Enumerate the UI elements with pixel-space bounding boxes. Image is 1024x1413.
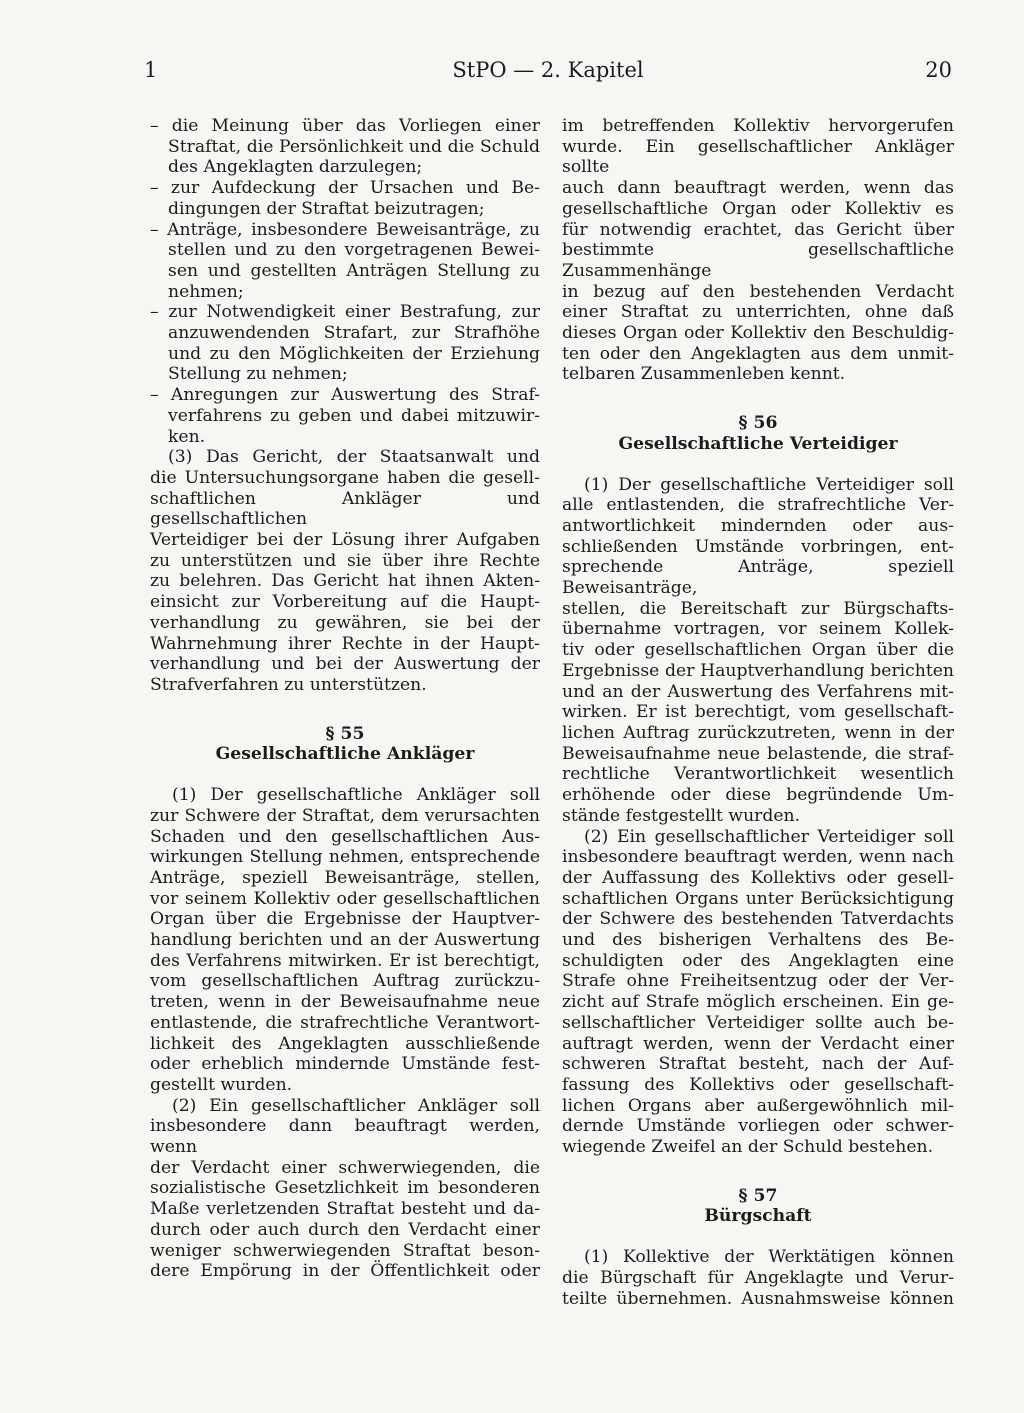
paragraph-line: zicht auf Strafe möglich erscheinen. Ein ge- [562, 992, 954, 1013]
paragraph-line: dere Empörung in der Öffentlichkeit oder [150, 1261, 540, 1282]
paragraph-line: Ergebnisse der Hauptverhandlung berichten [562, 660, 954, 681]
paragraph-line: Strafe ohne Freiheitsentzug oder der Ver- [562, 971, 954, 992]
list-line: sen und gestellten Anträgen Stellung zu [168, 260, 540, 281]
left-column [150, 116, 540, 1282]
paragraph-55-2 [150, 1096, 540, 1282]
paragraph-line: dieses Organ oder Kollektiv den Beschuldig- [562, 323, 954, 344]
page-header [144, 58, 952, 88]
paragraph-line: Organ über die Ergebnisse der Hauptver- [150, 909, 540, 930]
list-line: – Anträge, insbesondere Beweisanträge, zu [150, 219, 540, 240]
paragraph-line: lichen Organs aber außergewöhnlich mil- [562, 1095, 954, 1116]
list-line: – die Meinung über das Vorliegen einer [150, 116, 540, 136]
paragraph-line: verhandlung und bei der Auswertung der [150, 654, 540, 675]
paragraph-line: die Bürgschaft für Angeklagte und Verur- [562, 1267, 954, 1288]
header-title: StPO — 2. Kapitel [452, 58, 644, 82]
paragraph-line: rechtliche Verantwortlichkeit wesentlich [562, 764, 954, 785]
paragraph-line: erhöhende oder diese begründende Um- [562, 785, 954, 806]
paragraph-line: die Untersuchungsorgane haben die gesell- [150, 467, 540, 488]
participation-list [150, 116, 540, 447]
paragraph-line: sellschaftlicher Verteidiger sollte auch be- [562, 1012, 954, 1033]
paragraph-line: alle entlastenden, die strafrechtliche Ver- [562, 495, 954, 516]
list-line: – zur Aufdeckung der Ursachen und Be- [150, 178, 540, 199]
paragraph-line: vom gesellschaftlichen Auftrag zurückzu- [150, 971, 540, 992]
paragraph-line: (1) Kollektive der Werktätigen können [584, 1247, 954, 1268]
section-56-number: § 56 [738, 413, 778, 434]
paragraph-line: gestellt wurden. [150, 1074, 293, 1095]
paragraph-line: Wahrnehmung ihrer Rechte in der Haupt- [150, 633, 540, 654]
paragraph-line: schuldigten oder des Angeklagten eine [562, 950, 954, 971]
paragraph-line: wiegende Zweifel an der Schuld bestehen. [562, 1137, 934, 1158]
list-line: des Angeklagten darzulegen; [168, 157, 423, 178]
paragraph-line: zu belehren. Das Gericht hat ihnen Akten- [150, 571, 540, 592]
paragraph-line: vor seinem Kollektiv oder gesellschaftlichen [150, 888, 540, 909]
paragraph-line: auftragt werden, wenn der Verdacht einer [562, 1033, 954, 1054]
paragraph-line: stellen, die Bereitschaft zur Bürgschafts- [562, 598, 954, 619]
section-55-number: § 55 [325, 723, 365, 744]
paragraph-line: zu unterstützen und sie über ihre Rechte [150, 550, 540, 571]
paragraph-line: auch dann beauftragt werden, wenn das [562, 178, 954, 199]
paragraph-line: teilte übernehmen. Ausnahmsweise können [562, 1288, 954, 1309]
paragraph-line: der Verdacht einer schwerwiegenden, die [150, 1157, 540, 1178]
list-line: Stellung zu nehmen; [168, 364, 348, 385]
paragraph-line: (2) Ein gesellschaftlicher Verteidiger soll [584, 826, 954, 847]
paragraph-line: entlastende, die strafrechtliche Verantwort- [150, 1012, 540, 1033]
paragraph-line: wirkungen Stellung nehmen, entsprechende [150, 847, 540, 868]
paragraph-line: zur Schwere der Straftat, dem verursachten [150, 805, 540, 826]
paragraph-line: übernahme vortragen, vor seinem Kollek- [562, 619, 954, 640]
paragraph-line: durch oder auch durch den Verdacht einer [150, 1219, 540, 1240]
paragraph-57-1 [562, 1247, 954, 1309]
paragraph-line: schaftlichen Ankläger und gesellschaftlichen [150, 488, 540, 530]
paragraph-line: Maße verletzenden Straftat besteht und da- [150, 1199, 540, 1220]
paragraph-56-1 [562, 475, 954, 827]
paragraph-line: handlung berichten und an der Auswertung [150, 930, 540, 951]
paragraph-line: sozialistische Gesetzlichkeit im besonderen [150, 1178, 540, 1199]
paragraph-line: (1) Der gesellschaftliche Ankläger soll [172, 785, 540, 806]
paragraph-line: (2) Ein gesellschaftlicher Ankläger soll [172, 1095, 540, 1116]
paragraph-line: lichen Auftrag zurückzutreten, wenn in der [562, 722, 954, 743]
paragraph-55-2-continued [562, 116, 954, 385]
list-line: Straftat, die Persönlichkeit und die Schuld [168, 136, 540, 157]
list-line: verfahrens zu geben und dabei mitzuwir- [168, 405, 540, 426]
paragraph-line: Verteidiger bei der Lösung ihrer Aufgaben [150, 530, 540, 551]
header-page-number: 20 [925, 58, 952, 82]
paragraph-line: schaftlichen Organs unter Berücksichtigung [562, 888, 954, 909]
paragraph-line: ten oder den Angeklagten aus dem unmit- [562, 343, 954, 364]
paragraph-line: fassung des Kollektivs oder gesellschaft- [562, 1074, 954, 1095]
list-line: anzuwendenden Strafart, zur Strafhöhe [168, 323, 540, 344]
paragraph-line: weniger schwerwiegenden Straftat beson- [150, 1240, 540, 1261]
list-line: dingungen der Straftat beizutragen; [168, 198, 485, 219]
paragraph-54-3 [150, 447, 540, 695]
paragraph-line: dernde Umstände vorliegen oder schwer- [562, 1116, 954, 1137]
paragraph-line: insbesondere beauftragt werden, wenn nach [562, 847, 954, 868]
paragraph-line: bestimmte gesellschaftliche Zusammenhänge [562, 240, 954, 281]
paragraph-line: (1) Der gesellschaftliche Verteidiger soll [584, 474, 954, 495]
paragraph-line: Anträge, speziell Beweisanträge, stellen, [150, 867, 540, 888]
section-55-title: Gesellschaftliche Ankläger [215, 744, 475, 765]
section-56-title: Gesellschaftliche Verteidiger [618, 433, 898, 454]
paragraph-line: schließenden Umstände vorbringen, ent- [562, 536, 954, 557]
paragraph-line: schweren Straftat besteht, nach der Auf- [562, 1054, 954, 1075]
paragraph-line: einsicht zur Vorbereitung auf die Haupt- [150, 592, 540, 613]
paragraph-line: verhandlung zu gewähren, sie bei der [150, 612, 540, 633]
paragraph-line: wurde. Ein gesellschaftlicher Ankläger sollte [562, 136, 954, 178]
header-chapter-number: 1 [144, 58, 158, 82]
paragraph-line: einer Straftat zu unterrichten, ohne daß [562, 302, 954, 323]
paragraph-line: telbaren Zusammenleben kennt. [562, 364, 846, 385]
paragraph-line: oder erheblich mindernde Umstände fest- [150, 1054, 540, 1075]
paragraph-line: tiv oder gesellschaftlichen Organ über die [562, 640, 954, 661]
paragraph-line: für notwendig erachtet, das Gericht über [562, 219, 954, 240]
paragraph-line: antwortlichkeit mindernden oder aus- [562, 515, 954, 536]
section-57-number: § 57 [738, 1185, 778, 1206]
paragraph-line: insbesondere dann beauftragt werden, wenn [150, 1116, 540, 1158]
paragraph-line: des Verfahrens mitwirken. Er ist berechtigt, [150, 950, 540, 971]
paragraph-line: treten, wenn in der Beweisaufnahme neue [150, 992, 540, 1013]
paragraph-line: (3) Das Gericht, der Staatsanwalt und [168, 447, 540, 468]
paragraph-line: stände festgestellt wurden. [562, 805, 801, 826]
paragraph-line: Beweisaufnahme neue belastende, die straf- [562, 743, 954, 764]
right-column [562, 116, 954, 1309]
section-57-title: Bürgschaft [704, 1206, 812, 1227]
list-line: nehmen; [168, 281, 244, 302]
paragraph-line: und des bisherigen Verhaltens des Be- [562, 930, 954, 951]
list-line: stellen und zu den vorgetragenen Bewei- [168, 240, 540, 261]
paragraph-line: in bezug auf den bestehenden Verdacht [562, 281, 954, 302]
paragraph-line: gesellschaftliche Organ oder Kollektiv es [562, 198, 954, 219]
list-line: – Anregungen zur Auswertung des Straf- [150, 385, 540, 406]
paragraph-55-1 [150, 785, 540, 1096]
paragraph-line: der Schwere des bestehenden Tatverdachts [562, 909, 954, 930]
paragraph-line: und an der Auswertung des Verfahrens mit- [562, 681, 954, 702]
paragraph-line: der Auffassung des Kollektivs oder gesell- [562, 867, 954, 888]
paragraph-line: Strafverfahren zu unterstützen. [150, 674, 427, 695]
paragraph-line: sprechende Anträge, speziell Beweisanträge, [562, 557, 954, 599]
list-line: ken. [168, 426, 206, 447]
list-line: – zur Notwendigkeit einer Bestrafung, zur [150, 302, 540, 323]
paragraph-line: im betreffenden Kollektiv hervorgerufen [562, 116, 954, 136]
paragraph-line: lichkeit des Angeklagten ausschließende [150, 1033, 540, 1054]
paragraph-line: Schaden und den gesellschaftlichen Aus- [150, 826, 540, 847]
list-line: und zu den Möglichkeiten der Erziehung [168, 343, 540, 364]
paragraph-56-2 [562, 827, 954, 1158]
paragraph-line: wirken. Er ist berechtigt, vom gesellschaft- [562, 702, 954, 723]
